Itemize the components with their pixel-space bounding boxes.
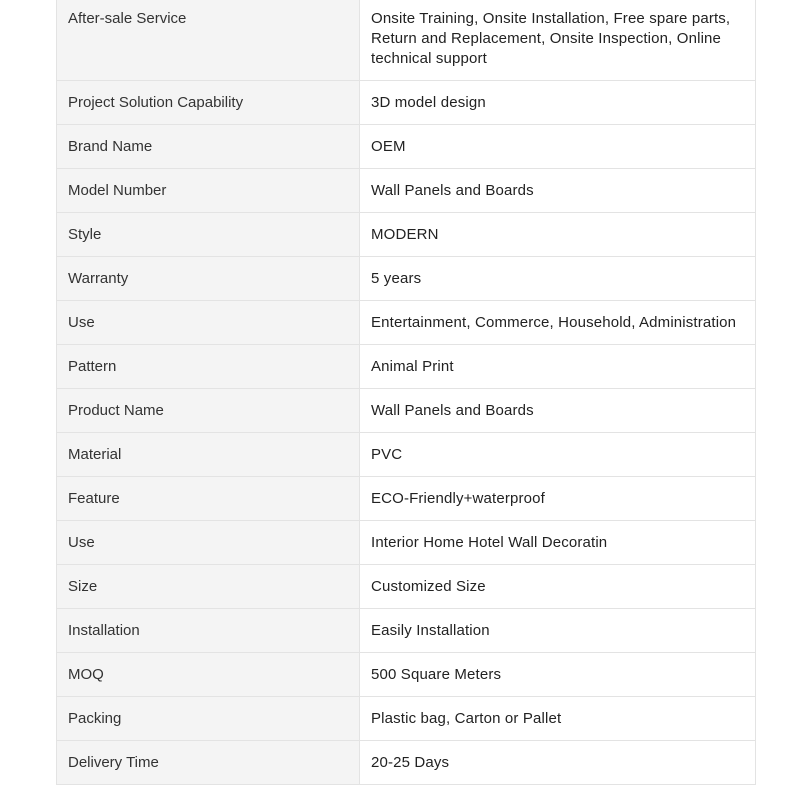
spec-value: Wall Panels and Boards xyxy=(360,389,756,433)
spec-label: Project Solution Capability xyxy=(57,81,360,125)
spec-row xyxy=(57,521,756,565)
spec-table-body xyxy=(57,0,756,785)
spec-label: After-sale Service xyxy=(57,0,360,81)
spec-row xyxy=(57,565,756,609)
spec-value: 5 years xyxy=(360,257,756,301)
spec-row xyxy=(57,125,756,169)
spec-value: OEM xyxy=(360,125,756,169)
spec-label: Pattern xyxy=(57,345,360,389)
product-specifications-table xyxy=(56,0,756,785)
spec-row xyxy=(57,81,756,125)
spec-value: 3D model design xyxy=(360,81,756,125)
spec-value: Interior Home Hotel Wall Decoratin xyxy=(360,521,756,565)
spec-value: Easily Installation xyxy=(360,609,756,653)
spec-value: Animal Print xyxy=(360,345,756,389)
spec-label: Warranty xyxy=(57,257,360,301)
spec-label: Use xyxy=(57,521,360,565)
spec-label: Style xyxy=(57,213,360,257)
spec-value: Entertainment, Commerce, Household, Administration xyxy=(360,301,756,345)
spec-value: Customized Size xyxy=(360,565,756,609)
spec-row xyxy=(57,301,756,345)
spec-value: Plastic bag, Carton or Pallet xyxy=(360,697,756,741)
spec-value: MODERN xyxy=(360,213,756,257)
spec-row xyxy=(57,257,756,301)
spec-value: Wall Panels and Boards xyxy=(360,169,756,213)
spec-label: Delivery Time xyxy=(57,741,360,785)
spec-row xyxy=(57,0,756,81)
spec-label: Size xyxy=(57,565,360,609)
spec-label: Use xyxy=(57,301,360,345)
spec-label: Installation xyxy=(57,609,360,653)
spec-value: Onsite Training, Onsite Installation, Free spare parts, Return and Replacement, Onsite Inspection, Online technical support xyxy=(360,0,756,81)
spec-label: MOQ xyxy=(57,653,360,697)
spec-value: 500 Square Meters xyxy=(360,653,756,697)
spec-row xyxy=(57,345,756,389)
spec-row xyxy=(57,653,756,697)
spec-label: Model Number xyxy=(57,169,360,213)
spec-row xyxy=(57,741,756,785)
spec-row xyxy=(57,169,756,213)
spec-row xyxy=(57,477,756,521)
spec-row xyxy=(57,433,756,477)
spec-value: ECO-Friendly+waterproof xyxy=(360,477,756,521)
spec-row xyxy=(57,389,756,433)
spec-label: Product Name xyxy=(57,389,360,433)
spec-label: Feature xyxy=(57,477,360,521)
spec-row xyxy=(57,697,756,741)
spec-label: Brand Name xyxy=(57,125,360,169)
spec-label: Packing xyxy=(57,697,360,741)
spec-value: PVC xyxy=(360,433,756,477)
spec-row xyxy=(57,213,756,257)
spec-value: 20-25 Days xyxy=(360,741,756,785)
spec-row xyxy=(57,609,756,653)
spec-label: Material xyxy=(57,433,360,477)
